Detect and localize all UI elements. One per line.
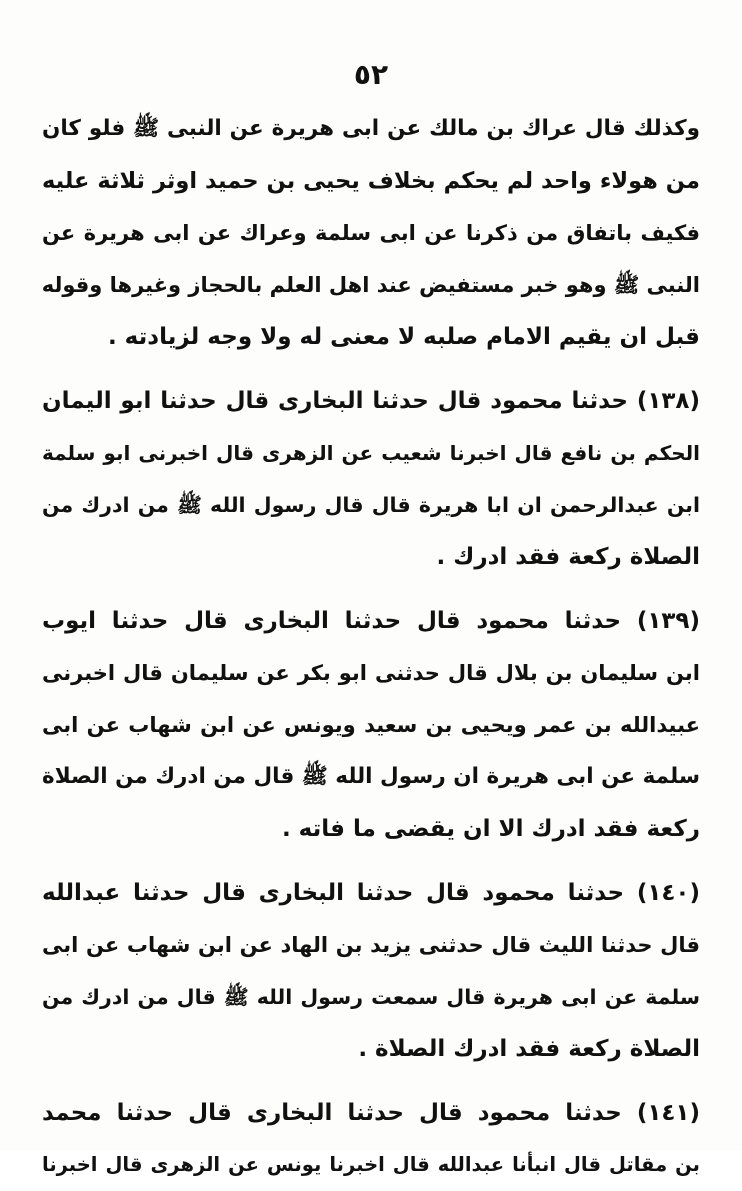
text-line: الحكم بن نافع قال اخبرنا شعيب عن الزهرى قال اخبرنى ابو سلمة (42, 441, 700, 465)
text-line: قبل ان يقيم الامام صلبه لا معنى له ولا وجه لزيادته . (107, 324, 700, 350)
body-text (42, 103, 700, 1191)
text-line: من هولاء واحد لم يحكم بخلاف يحيى بن حميد اوثر ثلاثة عليه (42, 168, 700, 194)
paragraph-hadith-141 (42, 1087, 700, 1191)
text-line: (١٣٩) حدثنا محمود قال حدثنا البخارى قال حدثنا ايوب (42, 608, 700, 634)
paragraph-hadith-138 (42, 375, 700, 583)
text-line: وكذلك قال عراك بن مالك عن ابى هريرة عن النبى ﷺ فلو كان (42, 116, 700, 141)
text-line: النبى ﷺ وهو خبر مستفيض عند اهل العلم بالحجاز وغيرها وقوله (41, 273, 700, 297)
text-line: ركعة فقد ادرك الا ان يقضى ما فاته . (281, 816, 700, 842)
text-line: الصلاة ركعة فقد ادرك الصلاة . (358, 1036, 700, 1062)
text-line: (١٣٨) حدثنا محمود قال حدثنا البخارى قال حدثنا ابو اليمان (42, 388, 700, 414)
text-line: فكيف باتفاق من ذكرنا عن ابى سلمة وعراك عن ابى هريرة عن (42, 221, 700, 245)
text-line: بن مقاتل قال انبأنا عبدالله قال اخبرنا يونس عن الزهرى قال اخبرنا (42, 1153, 700, 1176)
text-line: قال حدثنا الليث قال حدثنى يزيد بن الهاد عن ابن شهاب عن ابى (42, 933, 700, 957)
text-line: ابن سليمان بن بلال قال حدثنى ابو بكر عن سليمان قال اخبرنى (42, 661, 700, 685)
text-line: (١٤١) حدثنا محمود قال حدثنا البخارى قال حدثنا محمد (42, 1100, 700, 1126)
text-line: سلمة عن ابى هريرة ان رسول الله ﷺ قال من ادرك من الصلاة (42, 764, 700, 789)
page-number: ٥٢ (353, 58, 389, 91)
text-line: سلمة عن ابى هريرة قال سمعت رسول الله ﷺ قال من ادرك من (42, 985, 700, 1009)
paragraph-commentary (42, 103, 700, 363)
text-line: (١٤٠) حدثنا محمود قال حدثنا البخارى قال حدثنا عبدالله (42, 880, 700, 906)
text-line: الصلاة ركعة فقد ادرك . (436, 544, 700, 570)
text-line: عبيدالله بن عمر ويحيى بن سعيد ويونس عن ابن شهاب عن ابى (42, 713, 700, 737)
paragraph-hadith-139 (42, 595, 700, 855)
text-line: ابن عبدالرحمن ان ابا هريرة قال قال رسول الله ﷺ من ادرك من (42, 493, 700, 517)
paragraph-hadith-140 (42, 867, 700, 1075)
